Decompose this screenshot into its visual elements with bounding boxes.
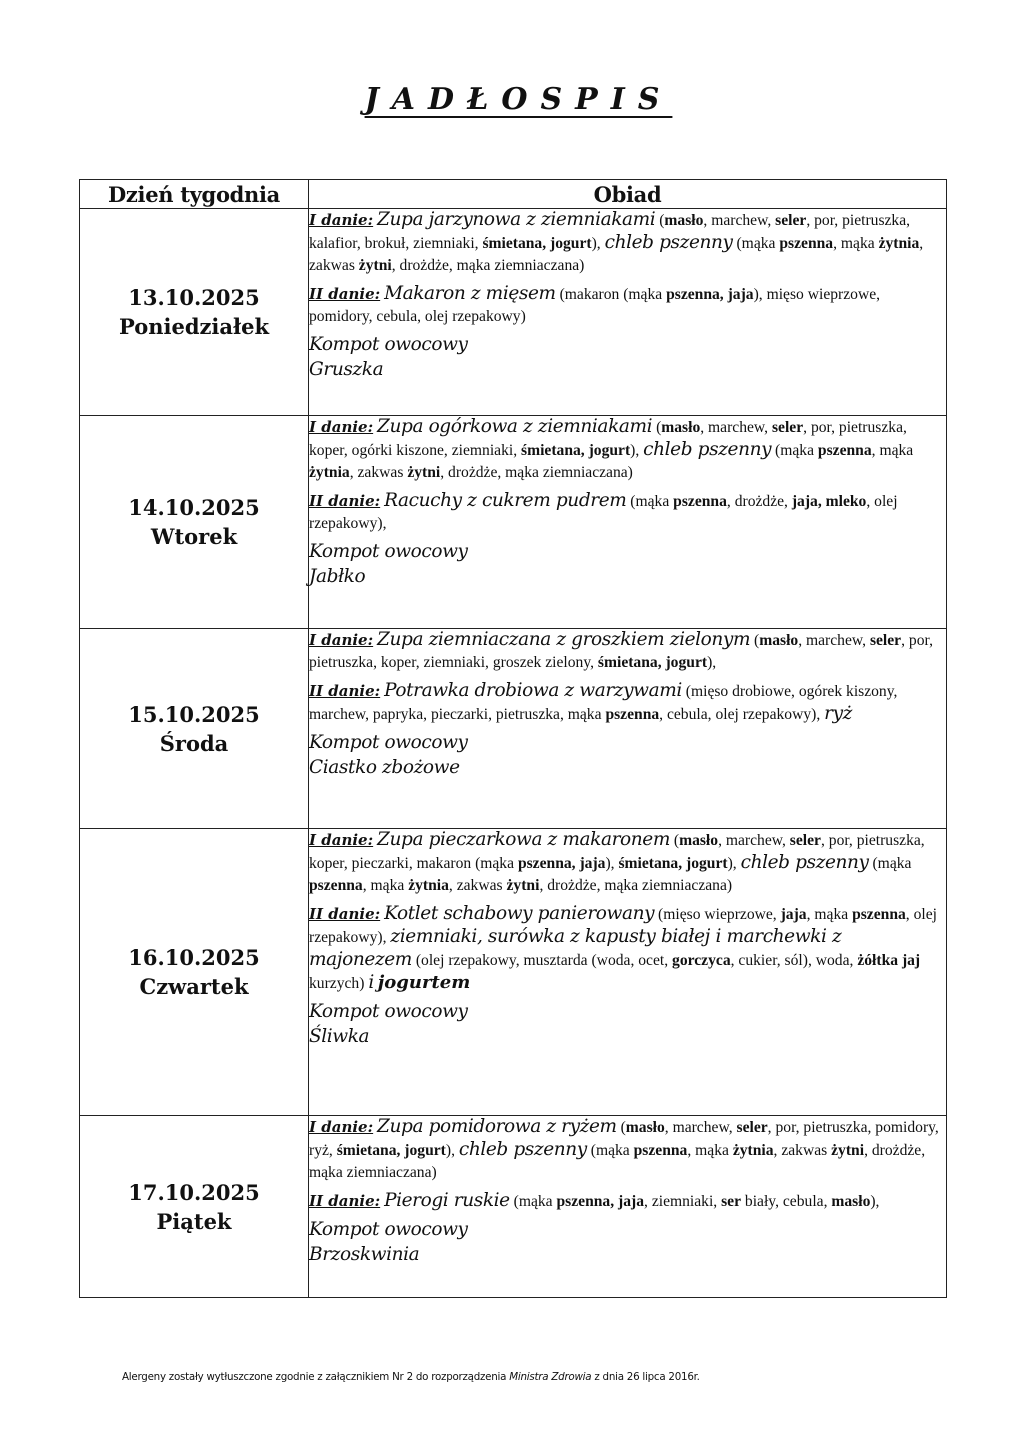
ingredients-text: , mąka bbox=[687, 1142, 733, 1159]
dish-name: Kotlet schabowy panierowany bbox=[384, 903, 655, 924]
allergen: pszenna, jaja bbox=[517, 855, 606, 872]
course-label: II danie: bbox=[309, 285, 381, 303]
ingredients-text: , ziemniaki, bbox=[644, 1193, 722, 1210]
dessert: Ciastko zbożowe bbox=[309, 757, 460, 778]
menu-body bbox=[80, 209, 947, 1298]
dessert: Jabłko bbox=[309, 566, 366, 587]
drink: Kompot owocowy bbox=[309, 334, 468, 355]
course-label: I danie: bbox=[309, 418, 374, 436]
weekday: Środa bbox=[159, 730, 229, 756]
dish-name: ryż bbox=[824, 703, 852, 724]
drink: Kompot owocowy bbox=[309, 1219, 468, 1240]
ingredients-text: , mąka bbox=[871, 442, 914, 459]
ingredients-text: , mąka bbox=[833, 235, 879, 252]
allergen: pszenna bbox=[852, 906, 906, 923]
day-cell bbox=[80, 1116, 309, 1298]
footnote-ministry: Ministra Zdrowia bbox=[509, 1371, 592, 1383]
dish-name: chleb pszenny bbox=[458, 1139, 587, 1160]
dish-name: i bbox=[368, 972, 374, 993]
date: 14.10.2025 bbox=[128, 495, 260, 520]
ingredients-text: biały, cebula, bbox=[741, 1193, 832, 1210]
allergen: masło bbox=[661, 419, 701, 436]
table-row bbox=[80, 1116, 947, 1298]
ingredients-text: , zakwas bbox=[309, 235, 924, 274]
allergen: ser bbox=[721, 1193, 742, 1210]
table-row bbox=[80, 209, 947, 416]
dish-name: Potrawka drobiowa z warzywami bbox=[384, 680, 682, 701]
allergen: masło bbox=[625, 1119, 665, 1136]
ingredients-text: , marchew, bbox=[703, 212, 776, 229]
day-cell bbox=[80, 829, 309, 1116]
course-label: II danie: bbox=[309, 492, 381, 510]
first-course bbox=[309, 629, 946, 674]
header-lunch: Obiad bbox=[309, 180, 947, 209]
header-day: Dzień tygodnia bbox=[80, 180, 309, 209]
ingredients-text: ), bbox=[707, 654, 717, 671]
footnote-text-end: z dnia 26 lipca 2016r. bbox=[591, 1371, 700, 1383]
first-course bbox=[309, 829, 946, 897]
footnote-text-start: Alergeny zostały wytłuszczone zgodnie z załącznikiem Nr 2 do rozporządzenia bbox=[122, 1371, 510, 1383]
ingredients-text: ( bbox=[669, 832, 680, 849]
course-label: I danie: bbox=[309, 631, 374, 649]
day-cell bbox=[80, 416, 309, 629]
drink: Kompot owocowy bbox=[309, 541, 468, 562]
ingredients-text: , drożdże, mąka ziemniaczana) bbox=[539, 877, 733, 894]
allergen: pszenna bbox=[309, 877, 363, 894]
allergen: żytnia bbox=[732, 1142, 774, 1159]
second-course bbox=[309, 903, 946, 995]
ingredients-text: , zakwas bbox=[349, 464, 408, 481]
allergen: jaja, mleko bbox=[791, 493, 867, 510]
ingredients-text: (mąka bbox=[771, 442, 818, 459]
ingredients-text: ( bbox=[616, 1119, 626, 1136]
ingredients-text: , olej rzepakowy), bbox=[309, 493, 898, 532]
ingredients-text: ), bbox=[870, 1193, 880, 1210]
ingredients-text: (makaron (mąka bbox=[555, 286, 667, 303]
allergen: seler bbox=[736, 1119, 768, 1136]
sides bbox=[309, 730, 946, 780]
ingredients-text: (mięso drobiowe, ogórek kiszony, marchew, papryka, pieczarki, pietruszka, mąka bbox=[309, 683, 898, 723]
ingredients-text: , por, pietruszka, koper, ogórki kiszone, ziemniaki, bbox=[309, 419, 907, 459]
dish-name: Zupa ziemniaczana z groszkiem zielonym bbox=[377, 629, 751, 650]
sides bbox=[309, 1217, 946, 1267]
allergen: żytnia bbox=[309, 464, 350, 481]
allergen: seler bbox=[869, 632, 902, 649]
ingredients-text: , zakwas bbox=[448, 877, 507, 894]
weekday: Poniedziałek bbox=[118, 314, 270, 339]
ingredients-text: , olej rzepakowy), bbox=[309, 906, 937, 946]
dessert: Brzoskwinia bbox=[309, 1244, 420, 1265]
date: 13.10.2025 bbox=[128, 285, 260, 310]
allergen: pszenna, jaja bbox=[556, 1193, 645, 1210]
ingredients-text: , drożdże, mąka ziemniaczana) bbox=[309, 1142, 926, 1181]
table-header-row bbox=[80, 180, 947, 209]
meal-cell bbox=[309, 629, 947, 829]
dessert: Śliwka bbox=[309, 1026, 370, 1047]
allergen: gorczyca bbox=[672, 952, 731, 969]
ingredients-text: , por, pietruszka, pomidory, ryż, bbox=[309, 1119, 939, 1159]
allergen: pszenna bbox=[817, 442, 872, 459]
date: 17.10.2025 bbox=[128, 1179, 260, 1205]
ingredients-text: (mąka bbox=[868, 855, 912, 872]
dish-name: chleb pszenny bbox=[604, 232, 733, 253]
allergen: seler bbox=[771, 419, 804, 436]
ingredients-text: (mąka bbox=[626, 493, 674, 510]
first-course bbox=[309, 416, 946, 484]
dish-name: Makaron z mięsem bbox=[384, 283, 556, 304]
sides bbox=[309, 332, 946, 382]
allergen: żytni bbox=[831, 1142, 865, 1159]
day-cell bbox=[80, 209, 309, 416]
second-course bbox=[309, 490, 946, 535]
drink: Kompot owocowy bbox=[309, 1001, 468, 1022]
drink: Kompot owocowy bbox=[309, 732, 468, 753]
ingredients-text: ), bbox=[727, 855, 741, 872]
ingredients-text: (mięso wieprzowe, bbox=[654, 906, 781, 923]
allergen: śmietana, jogurt bbox=[482, 235, 592, 252]
ingredients-text: , zakwas bbox=[773, 1142, 832, 1159]
allergen: seler bbox=[775, 212, 807, 229]
ingredients-text: , marchew, bbox=[718, 832, 790, 849]
allergen: pszenna, jaja bbox=[666, 286, 754, 303]
course-label: I danie: bbox=[309, 211, 374, 229]
weekday: Piątek bbox=[156, 1208, 232, 1234]
dish-name: Zupa ogórkowa z ziemniakami bbox=[377, 416, 653, 437]
ingredients-text: , drożdże, bbox=[726, 493, 792, 510]
ingredients-text: (mąka bbox=[509, 1193, 557, 1210]
table-row bbox=[80, 416, 947, 629]
page-title-text: JADŁOSPIS bbox=[364, 82, 673, 117]
menu-table bbox=[79, 179, 947, 1298]
meal-cell bbox=[309, 416, 947, 629]
second-course bbox=[309, 680, 946, 726]
dish-name: ziemniaki, surówka z kapusty białej i marchewki z majonezem bbox=[309, 926, 842, 970]
ingredients-text: ( bbox=[652, 419, 662, 436]
ingredients-text: ), bbox=[630, 442, 644, 459]
dish-name: chleb pszenny bbox=[643, 439, 772, 460]
ingredients-text: , marchew, bbox=[700, 419, 772, 436]
allergen: pszenna bbox=[633, 1142, 688, 1159]
ingredients-text: ), bbox=[445, 1142, 459, 1159]
allergen: żytnia bbox=[878, 235, 920, 252]
allergen: żytni bbox=[358, 257, 392, 274]
ingredients-text: , cebula, olej rzepakowy), bbox=[659, 706, 825, 723]
first-course bbox=[309, 209, 946, 277]
ingredients-text: , mąka bbox=[362, 877, 409, 894]
allergen: pszenna bbox=[605, 706, 660, 723]
allergen: żytni bbox=[506, 877, 540, 894]
dish-name: Racuchy z cukrem pudrem bbox=[384, 490, 627, 511]
ingredients-text: , por, pietruszka, koper, ziemniaki, groszek zielony, bbox=[309, 632, 933, 671]
dish-name: Zupa pieczarkowa z makaronem bbox=[377, 829, 670, 850]
date: 15.10.2025 bbox=[128, 701, 260, 727]
ingredients-text: , marchew, bbox=[664, 1119, 737, 1136]
ingredients-text: ), bbox=[605, 855, 619, 872]
ingredients-text: (mąka bbox=[732, 235, 780, 252]
sides bbox=[309, 539, 946, 589]
allergen: jogurtem bbox=[377, 972, 471, 993]
dish-name: chleb pszenny bbox=[740, 852, 869, 873]
ingredients-text: ( bbox=[655, 212, 665, 229]
allergen-footnote bbox=[122, 1371, 700, 1383]
ingredients-text: , drożdże, mąka ziemniaczana) bbox=[440, 464, 633, 481]
ingredients-text: , cukier, sól), woda, bbox=[730, 952, 858, 969]
ingredients-text: ), bbox=[591, 235, 605, 252]
meal-cell bbox=[309, 829, 947, 1116]
allergen: masło bbox=[831, 1193, 871, 1210]
allergen: śmietana, jogurt bbox=[521, 442, 631, 459]
day-cell bbox=[80, 629, 309, 829]
second-course bbox=[309, 1190, 946, 1213]
ingredients-text: (olej rzepakowy, musztarda (woda, ocet, bbox=[411, 952, 673, 969]
allergen: jaja bbox=[780, 906, 807, 923]
allergen: żytnia bbox=[408, 877, 449, 894]
allergen: śmietana, jogurt bbox=[618, 855, 728, 872]
allergen: śmietana, jogurt bbox=[336, 1142, 446, 1159]
meal-cell bbox=[309, 209, 947, 416]
ingredients-text: , marchew, bbox=[798, 632, 870, 649]
course-label: II danie: bbox=[309, 1192, 381, 1210]
meal-cell bbox=[309, 1116, 947, 1298]
first-course bbox=[309, 1116, 946, 1184]
ingredients-text: kurzych) bbox=[309, 975, 369, 992]
course-label: I danie: bbox=[309, 831, 374, 849]
date: 16.10.2025 bbox=[128, 945, 260, 970]
ingredients-text: , mąka bbox=[806, 906, 853, 923]
dessert: Gruszka bbox=[309, 359, 384, 380]
table-row bbox=[80, 829, 947, 1116]
ingredients-text: (mąka bbox=[586, 1142, 634, 1159]
weekday: Wtorek bbox=[150, 524, 238, 549]
allergen: masło bbox=[679, 832, 719, 849]
ingredients-text: , por, pietruszka, koper, pieczarki, makaron (mąka bbox=[309, 832, 925, 872]
weekday: Czwartek bbox=[139, 974, 249, 999]
table-row bbox=[80, 629, 947, 829]
dish-name: Zupa pomidorowa z ryżem bbox=[377, 1116, 617, 1137]
allergen: żółtka jaj bbox=[857, 952, 921, 969]
course-label: I danie: bbox=[309, 1118, 374, 1136]
allergen: masło bbox=[664, 212, 704, 229]
course-label: II danie: bbox=[309, 905, 381, 923]
course-label: II danie: bbox=[309, 682, 381, 700]
ingredients-text: ), mięso wieprzowe, pomidory, cebula, olej rzepakowy) bbox=[309, 286, 881, 325]
ingredients-text: , por, pietruszka, kalafior, brokuł, ziemniaki, bbox=[309, 212, 911, 252]
ingredients-text: ( bbox=[750, 632, 760, 649]
dish-name: Pierogi ruskie bbox=[384, 1190, 510, 1211]
allergen: pszenna bbox=[673, 493, 727, 510]
allergen: seler bbox=[789, 832, 821, 849]
allergen: żytni bbox=[407, 464, 441, 481]
page-title bbox=[0, 82, 1024, 117]
second-course bbox=[309, 283, 946, 328]
allergen: śmietana, jogurt bbox=[597, 654, 708, 671]
ingredients-text: , drożdże, mąka ziemniaczana) bbox=[391, 257, 585, 274]
dish-name: Zupa jarzynowa z ziemniakami bbox=[377, 209, 656, 230]
allergen: masło bbox=[759, 632, 799, 649]
sides bbox=[309, 999, 946, 1049]
allergen: pszenna bbox=[779, 235, 834, 252]
